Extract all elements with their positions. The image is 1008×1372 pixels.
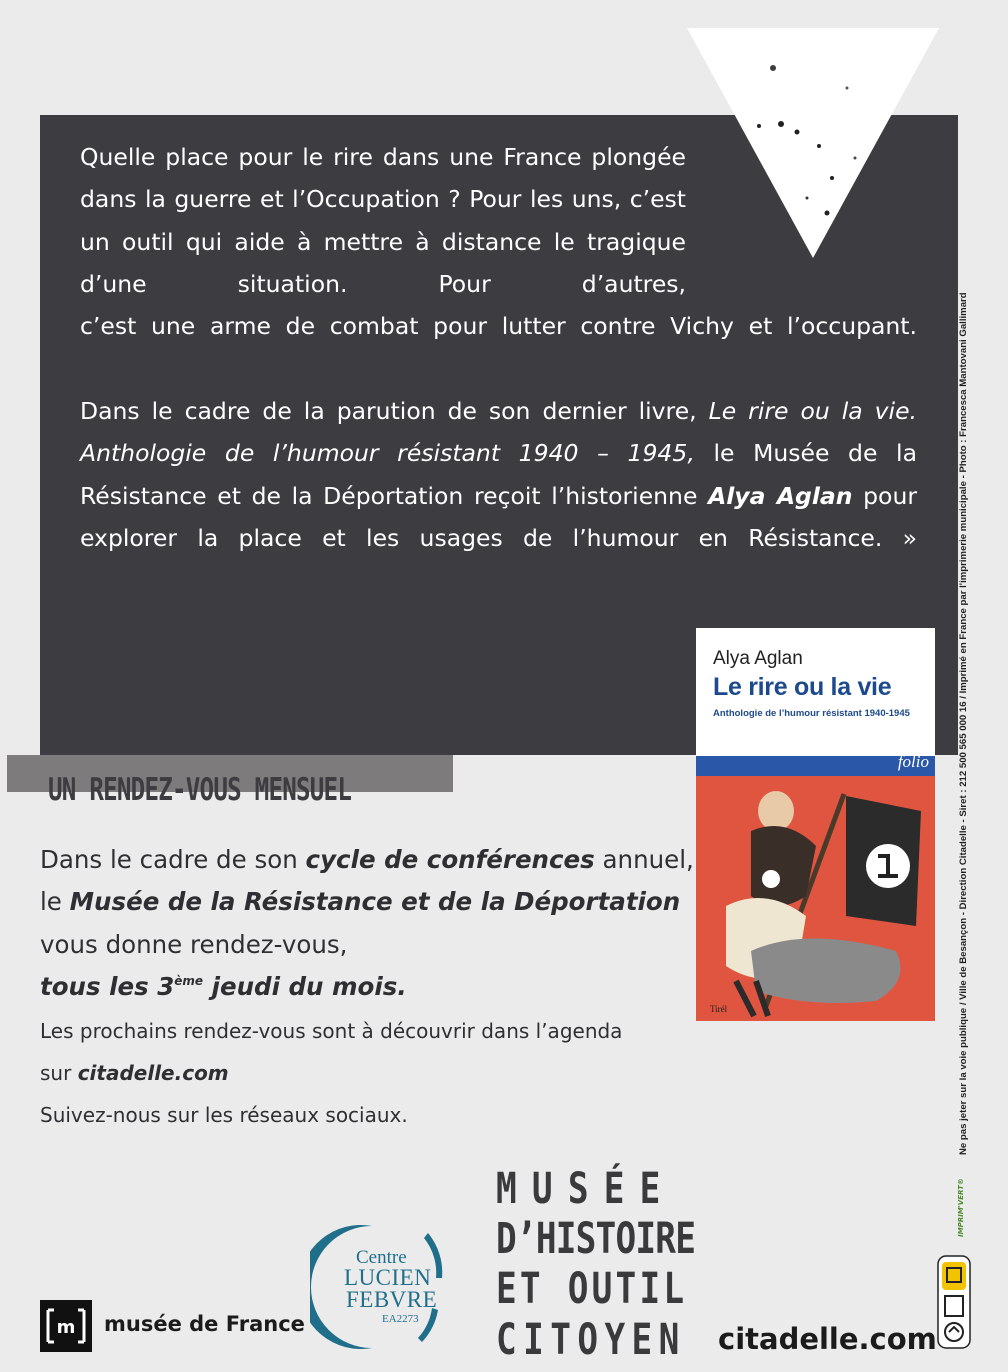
cycle-line-2 bbox=[40, 887, 680, 916]
febvre-line-4: EA2273 bbox=[382, 1313, 419, 1325]
cycle-line-5: Les prochains rendez-vous sont à découvrir dans l’agenda bbox=[40, 1019, 623, 1043]
svg-text:Tirél: Tirél bbox=[710, 1004, 728, 1014]
book-author: Alya Aglan bbox=[713, 648, 803, 669]
museum-tagline-3: ET OUTIL bbox=[496, 1264, 688, 1314]
intro-text: le Musée de la Résistance et de la Déportation reçoit l’historienne bbox=[80, 439, 917, 510]
cycle-text: sur bbox=[40, 1061, 78, 1085]
cycle-text: le bbox=[40, 887, 70, 916]
cycle-text: annuel, bbox=[594, 845, 694, 874]
ordinal-suffix: ème bbox=[174, 974, 204, 988]
intro-text: Dans le cadre de la parution de son dernier livre, bbox=[80, 397, 709, 425]
svg-text:m: m bbox=[56, 1317, 76, 1338]
triangle-graphic bbox=[687, 28, 939, 260]
cycle-emphasis: cycle de conférences bbox=[305, 845, 595, 874]
author-name: Alya Aglan bbox=[708, 481, 853, 510]
museum-tagline-1: MUSÉE bbox=[496, 1164, 676, 1214]
cycle-line-7: Suivez-nous sur les réseaux sociaux. bbox=[40, 1103, 408, 1127]
section-heading: UN RENDEZ-VOUS MENSUEL bbox=[48, 772, 352, 808]
intro-paragraph-1: Quelle place pour le rire dans une France plongée dans la guerre et l’Occupation ? Pour les uns, c’est un outil qui aide à mettre à distance le tragique d’une situation. Pour d’autres, bbox=[80, 143, 686, 298]
intro-paragraph-1-last-line: c’est une arme de combat pour lutter contre Vichy et l’occupant. bbox=[80, 312, 917, 340]
febvre-line-2: LUCIEN bbox=[344, 1265, 432, 1290]
museum-tagline-2: D’HISTOIRE bbox=[496, 1214, 696, 1264]
book-subtitle: Anthologie de l’humour résistant 1940-1945 bbox=[713, 708, 910, 719]
legal-notice: Ne pas jeter sur la voie publique / Ville de Besançon - Direction Citadelle - Siret : 212 500 565 000 16 / Imprimé en France par l'imprimerie municipale - Photo : Francesca Mantovani Gallimard bbox=[958, 292, 969, 1155]
febvre-line-3: FEBVRE bbox=[346, 1287, 438, 1312]
intro-text: pour explorer la place et les usages de l’humour en Résistance. » bbox=[80, 481, 917, 552]
cycle-text: tous les 3 bbox=[40, 972, 175, 1001]
cycle-text: jeudi du mois. bbox=[203, 972, 407, 1001]
cycle-line-6 bbox=[40, 1061, 229, 1085]
imprim-vert-label: IMPRIM'VERT® bbox=[957, 1178, 965, 1237]
museum-tagline-4: CITOYEN bbox=[496, 1315, 686, 1365]
cycle-line-1 bbox=[40, 845, 694, 874]
cycle-line-4 bbox=[40, 972, 407, 1001]
book-series-logo: folio bbox=[897, 752, 929, 771]
book-title: Le rire ou la vie bbox=[713, 673, 892, 701]
musee-de-france-label: musée de France bbox=[104, 1312, 305, 1336]
febvre-line-1: Centre bbox=[356, 1247, 407, 1268]
cycle-text: Dans le cadre de son bbox=[40, 845, 306, 874]
cycle-line-3: vous donne rendez-vous, bbox=[40, 930, 348, 959]
website-link[interactable]: citadelle.com bbox=[77, 1061, 229, 1085]
site-url[interactable]: citadelle.com bbox=[718, 1322, 937, 1356]
musee-de-france-logo bbox=[40, 1300, 92, 1352]
museum-name: Musée de la Résistance et de la Déportation bbox=[69, 887, 681, 916]
book-illustration bbox=[696, 776, 935, 1021]
recycling-icon bbox=[936, 1254, 972, 1350]
intro-paragraph-2 bbox=[80, 390, 917, 559]
book-reference: Le rire ou la vie. Anthologie de l’humour résistant 1940 – 1945, bbox=[80, 397, 917, 468]
book-cover bbox=[696, 628, 935, 1021]
